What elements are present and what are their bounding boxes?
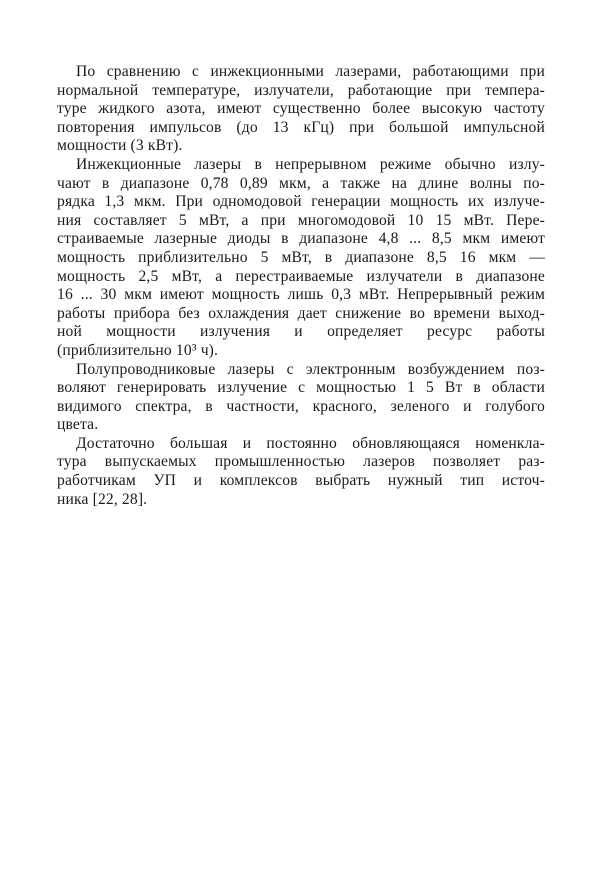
text-line: ника [22, 28]. bbox=[57, 490, 148, 508]
paragraph-continuous-mode bbox=[57, 156, 545, 361]
paragraph-electron-excitation bbox=[57, 361, 545, 435]
paragraph-injection-lasers-comparison bbox=[57, 63, 545, 156]
text-line: ния составляет 5 мВт, а при многомодовой 10 15 мВт. Пере- bbox=[57, 211, 545, 229]
text-line: нормальной температуре, излучатели, работающие при темпера- bbox=[57, 81, 545, 99]
text-line: (приблизительно 10³ ч). bbox=[57, 341, 219, 359]
text-line: мощность 2,5 мВт, а перестраиваемые излучатели в диапазоне bbox=[57, 267, 545, 285]
text-line: тура выпускаемых промышленностью лазеров позволяет раз- bbox=[57, 453, 545, 471]
text-line: Достаточно большая и постоянно обновляющаяся номенкла- bbox=[76, 434, 545, 452]
text-line: страиваемые лазерные диоды в диапазоне 4,8 ... 8,5 мкм имеют bbox=[57, 230, 545, 248]
text-line: видимого спектра, в частности, красного, зеленого и голубого bbox=[57, 397, 545, 415]
text-line: мощности (3 кВт). bbox=[57, 137, 183, 155]
body-text bbox=[57, 63, 545, 509]
text-line: туре жидкого азота, имеют существенно более высокую частоту bbox=[57, 100, 545, 118]
text-line: работчикам УП и комплексов выбрать нужный тип источ- bbox=[57, 472, 545, 490]
text-line: 16 ... 30 мкм имеют мощность лишь 0,3 мВт. Непрерывный режим bbox=[57, 286, 545, 304]
text-line: Полупроводниковые лазеры с электронным возбуждением поз- bbox=[76, 360, 545, 378]
text-line: По сравнению с инжекционными лазерами, работающими при bbox=[76, 63, 545, 80]
paragraph-nomenclature bbox=[57, 435, 545, 509]
text-line: мощность приблизительно 5 мВт, в диапазоне 8,5 16 мкм — bbox=[57, 248, 545, 266]
text-line: чают в диапазоне 0,78 0,89 мкм, а также на длине волны по- bbox=[57, 174, 545, 192]
text-line: повторения импульсов (до 13 кГц) при большой импульсной bbox=[57, 118, 545, 136]
text-line: воляют генерировать излучение с мощностью 1 5 Вт в области bbox=[57, 379, 545, 397]
text-line: Инжекционные лазеры в непрерывном режиме обычно излу- bbox=[76, 155, 545, 173]
text-line: цвета. bbox=[57, 416, 99, 434]
text-line: работы прибора без охлаждения дает снижение во времени выход- bbox=[57, 304, 545, 322]
text-line: ной мощности излучения и определяет ресурс работы bbox=[57, 323, 545, 341]
text-line: рядка 1,3 мкм. При одномодовой генерации мощность их излуче- bbox=[57, 193, 545, 211]
